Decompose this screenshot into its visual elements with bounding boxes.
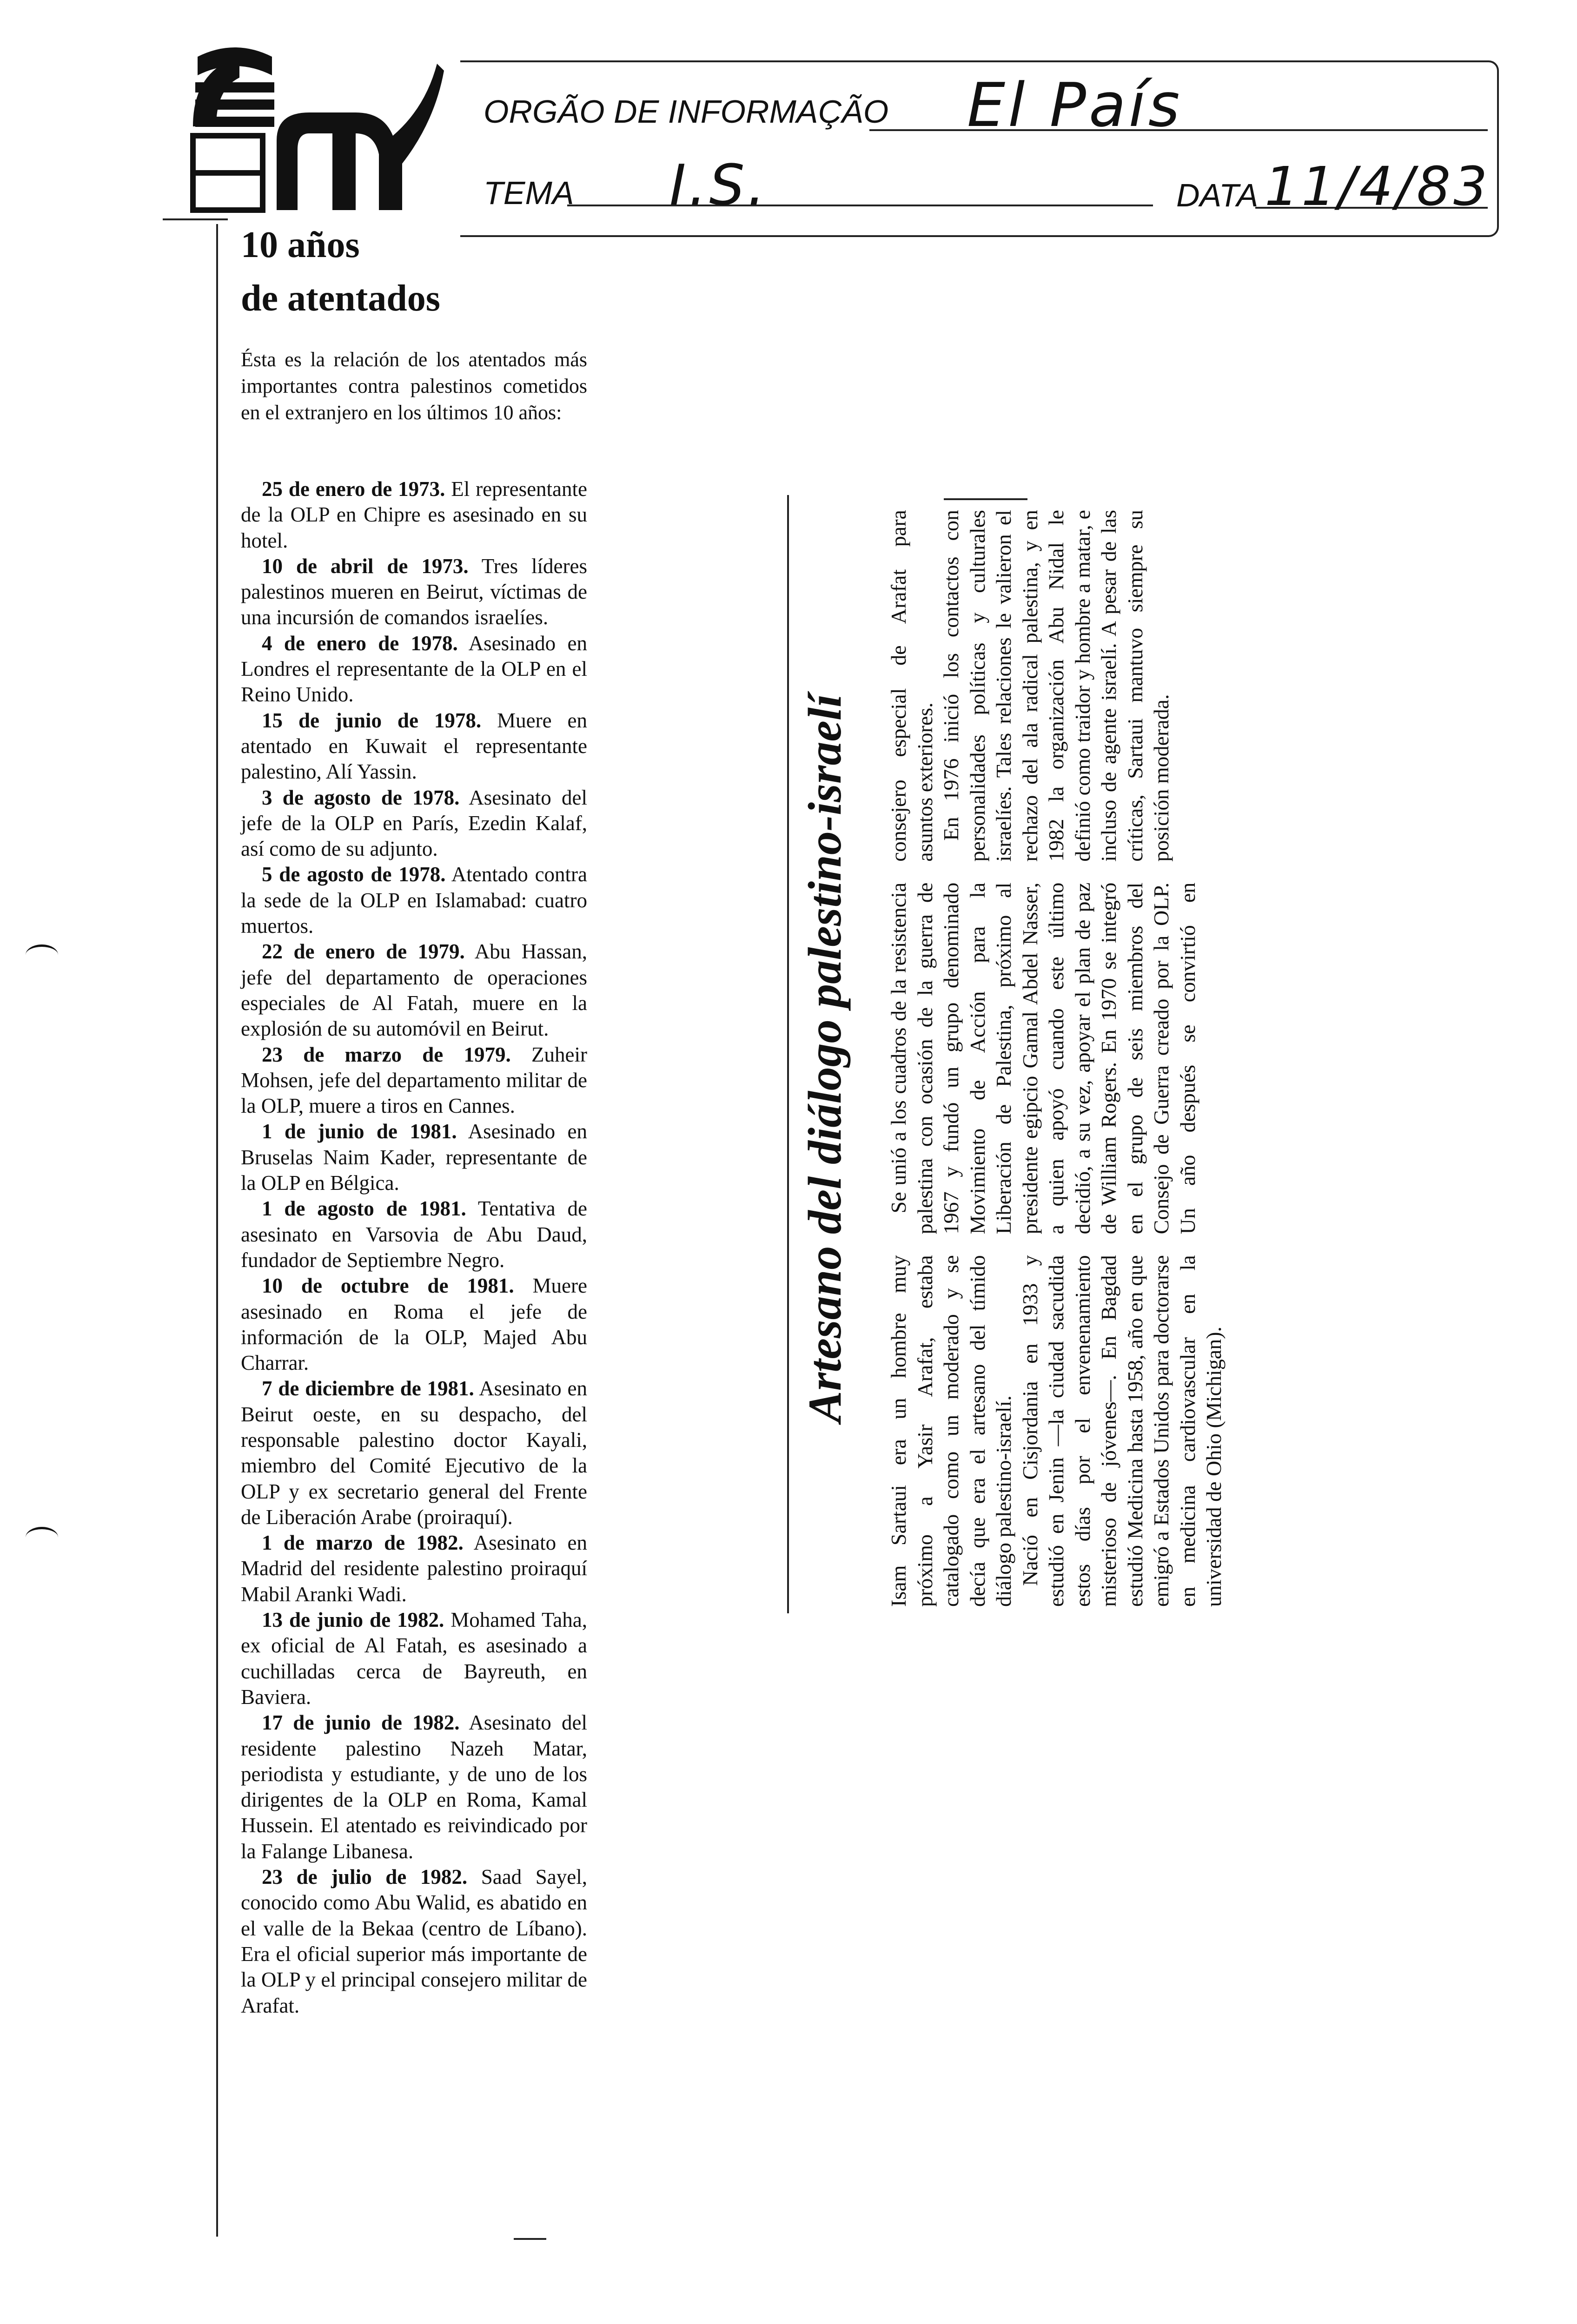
binding-hole-mark [26, 1527, 58, 1548]
attack-description: Tentativa de asesinato en Varsovia de Abu Daud, fundador de Septiembre Negro. [241, 1197, 588, 1272]
date-handwritten: 11/4/83 [1265, 156, 1491, 218]
sidebar-paragraph: Nació en Cisjordania en 1933 y estudió en Jenin —la ciudad sacudida estos días por el envenenamiento misterioso de jóvenes—. En Bagdad estudió Medicina hasta 1958, año en que emigró a Estados Unidos para doctorarse en medicina cardiovascular en la universidad de Ohio (Michigan). [1018, 1255, 1226, 1607]
attack-description: Abu Hassan, jefe del departamento de operaciones especiales de Al Fatah, muere en la explosión de su automóvil en Beirut. [241, 940, 588, 1041]
attack-date: 10 de octubre de 1981. [262, 1274, 514, 1298]
attack-description: Zuheir Mohsen, jefe del departamento militar de la OLP, muere a tiros en Cannes. [241, 1043, 588, 1118]
attack-description: Tres líderes palestinos mueren en Beirut, víctimas de una incursión de comandos israelíes. [241, 554, 587, 629]
topic-underline [567, 205, 1153, 206]
headline-line-2: de atentados [241, 278, 440, 319]
source-label: ORGÃO DE INFORMAÇÃO [484, 93, 889, 130]
attack-entry [241, 862, 587, 939]
attack-date: 3 de agosto de 1978. [262, 786, 460, 809]
headline-line-1: 10 años [241, 224, 360, 265]
attack-description: Mohamed Taha, ex oficial de Al Fatah, es asesinado a cuchilladas cerca de Bayreuth, en Baviera. [241, 1608, 587, 1709]
sidebar-top-mark [944, 498, 1027, 500]
attack-description: Muere asesinado en Roma el jefe de información de la OLP, Majed Abu Charrar. [241, 1274, 587, 1375]
date-label: DATA [1176, 177, 1259, 213]
attack-entry [241, 939, 587, 1042]
attack-entry [241, 1607, 587, 1710]
attack-entry [241, 1376, 587, 1530]
article-headline [241, 218, 613, 325]
attack-list [241, 476, 587, 2019]
attack-description: Asesinato del residente palestino Nazeh Matar, periodista y estudiante, y de uno de los dirigentes de la OLP en Roma, Kamal Hussein. El atentado es reivindicado por la Falange Libanesa. [241, 1711, 587, 1863]
attack-date: 1 de marzo de 1982. [262, 1531, 464, 1555]
sidebar-title: Artesano del diálogo palestino-israelí [799, 694, 851, 1423]
attack-description: Asesinado en Bruselas Naim Kader, representante de la OLP en Bélgica. [241, 1120, 587, 1195]
attack-date: 1 de agosto de 1981. [262, 1197, 466, 1221]
sidebar-paragraph: Isam Sartaui era un hombre muy próximo a Yasir Arafat, estaba catalogado como un moderado y se decía que era el artesano del tímido diálogo palestino-israelí. [887, 1255, 1015, 1607]
attack-description: Asesinato del jefe de la OLP en París, Ezedin Kalaf, así como de su adjunto. [241, 786, 587, 861]
attack-entry [241, 1119, 587, 1196]
attack-entry [241, 631, 587, 708]
attack-date: 7 de diciembre de 1981. [262, 1377, 474, 1400]
attack-entry [241, 476, 587, 554]
attack-date: 4 de enero de 1978. [262, 631, 458, 655]
attack-date: 23 de marzo de 1979. [262, 1043, 511, 1066]
attack-entry [241, 1042, 587, 1119]
attack-date: 13 de junio de 1982. [262, 1608, 444, 1632]
attack-date: 17 de junio de 1982. [262, 1711, 460, 1735]
attack-date: 23 de julio de 1982. [262, 1865, 468, 1889]
binding-hole-mark [26, 944, 58, 965]
attack-description: Atentado contra la sede de la OLP en Islamabad: cuatro muertos. [241, 863, 587, 938]
attack-description: Asesinato en Beirut oeste, en su despacho, del responsable palestino doctor Kayali, miembro del Comité Ejecutivo de la OLP y ex secretario general del Frente de Liberación Arabe (proiraquí). [241, 1377, 587, 1529]
attack-entry [241, 1273, 587, 1376]
attack-description: Muere en atentado en Kuwait el representante palestino, Alí Yassin. [241, 708, 588, 784]
attack-date: 1 de junio de 1981. [262, 1120, 457, 1143]
sidebar-paragraph: Se unió a los cuadros de la resistencia palestina con ocasión de la guerra de 1967 y fundó un grupo denominado Movimiento de Acción para la Liberación de Palestina, próximo al presidente egipcio Gamal Abdel Nasser, a quien apoyó cuando este último decidió, a su vez, apoyar el plan de paz de William Rogers. En 1970 se integró en el grupo de seis miembros del Consejo de Guerra creado por la OLP. Un año después se convirtió en consejero especial de Arafat para asuntos exteriores. [887, 510, 1199, 1235]
top-rule [163, 218, 228, 220]
attack-entry [241, 1196, 587, 1273]
topic-label: TEMA [484, 175, 574, 211]
article-intro: Ésta es la relación de los atentados más importantes contra palestinos cometidos en el extranjero en los últimos 10 años: [241, 348, 587, 424]
topic-handwritten: I.S. [669, 153, 768, 218]
attack-date: 5 de agosto de 1978. [262, 863, 446, 886]
attack-date: 22 de enero de 1979. [262, 940, 465, 964]
attack-entry [241, 554, 587, 631]
attack-description: Saad Sayel, conocido como Abu Walid, es abatido en el valle de la Bekaa (centro de Líbano). Era el oficial superior más importante de la OLP y el principal consejero militar de Arafat. [241, 1865, 587, 2017]
attack-entry [241, 1530, 587, 1607]
attack-date: 25 de enero de 1973. [262, 477, 445, 501]
column-rule [216, 224, 218, 2237]
agency-logo [184, 43, 444, 216]
attack-entry [241, 708, 587, 785]
attack-description: Asesinado en Londres el representante de la OLP en el Reino Unido. [241, 631, 587, 706]
attack-entry [241, 1864, 587, 2019]
sidebar-article [790, 505, 1255, 1611]
attack-date: 10 de abril de 1973. [262, 554, 469, 578]
source-handwritten: El País [967, 70, 1183, 140]
attack-entry [241, 1710, 587, 1864]
attack-date: 15 de junio de 1978. [262, 708, 482, 732]
end-mark [514, 2238, 546, 2240]
attack-description: El representante de la OLP en Chipre es asesinado en su hotel. [241, 477, 588, 552]
attack-entry [241, 785, 587, 862]
sidebar-paragraph: En 1976 inició los contactos con personalidades políticas y culturales israelíes. Tales relaciones le valieron el rechazo del ala radical palestina, y en 1982 la organización Abu Nidal le definió como traidor y hombre a matar, e incluso de agente israelí. A pesar de las críticas, Sartaui mantuvo siempre su posición moderada. [939, 510, 1173, 862]
attack-description: Asesinato en Madrid del residente palestino proiraquí Mabil Aranki Wadi. [241, 1531, 587, 1606]
sidebar-body [886, 510, 1244, 1607]
